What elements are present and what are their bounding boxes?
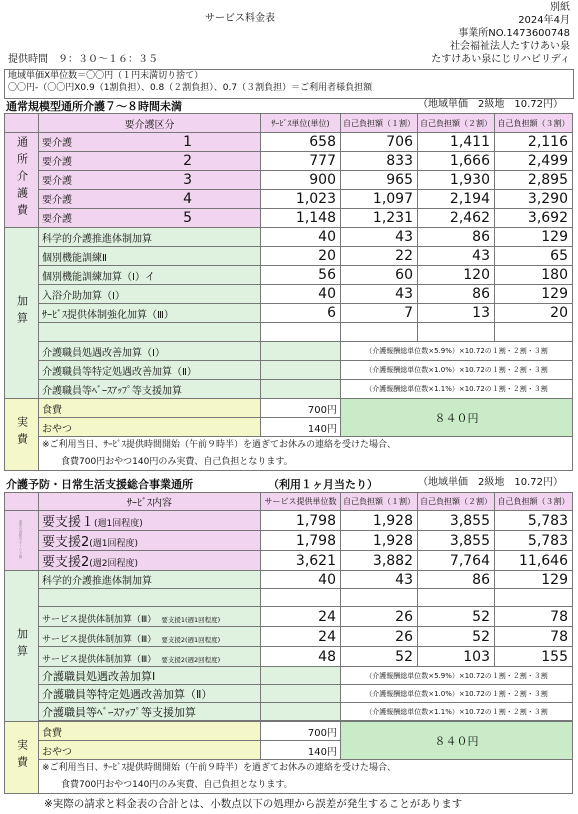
office-name: たすけあい泉にじリハビリディ	[431, 54, 570, 65]
section2-region-rate: （地域単価 2級地 10.72円）	[418, 477, 563, 488]
cell-copay-1: 3,882	[341, 551, 418, 571]
cell-copay-2: 52	[418, 607, 495, 627]
empty-cell	[261, 589, 341, 607]
cell-copay-1: 965	[341, 171, 418, 190]
cell-copay-3: 5,783	[495, 531, 573, 551]
cell-units: 3,621	[261, 551, 341, 571]
row-label: 要介護 5	[39, 209, 261, 228]
table-row	[5, 190, 573, 209]
cell-copay-1: 43	[341, 571, 418, 589]
cell-copay-1: 706	[341, 133, 418, 152]
row-label: 介護職員等特定処遇改善加算（Ⅱ）	[39, 685, 261, 703]
cell-copay-1: 26	[341, 607, 418, 627]
row-label: 個別機能訓練Ⅱ	[39, 247, 261, 266]
service-hours: 提供時間 ９：３０～１６：３５	[8, 54, 158, 65]
row-label: 介護職員等ﾍﾞｰｽｱｯﾌﾟ等支援加算	[39, 380, 261, 399]
cell-copay-1: 22	[341, 247, 418, 266]
cell-copay-2: 1,411	[418, 133, 495, 152]
col-service-content: ｻｰﾋﾞｽ内容	[39, 493, 261, 511]
row-label: 要介護 2	[39, 152, 261, 171]
snack-price: 140円	[261, 418, 341, 437]
cell-copay-2: 1,930	[418, 171, 495, 190]
row-label: 介護職員等ﾍﾞｰｽｱｯﾌﾟ等支援加算	[39, 703, 261, 721]
table-row	[5, 152, 573, 171]
empty-cell	[341, 323, 418, 342]
side-label-actual: 実費	[5, 399, 39, 471]
cell-copay-1: 1,231	[341, 209, 418, 228]
table-row	[5, 607, 573, 627]
cell-units: 900	[261, 171, 341, 190]
row-label: 入浴介助加算（Ⅰ）	[39, 285, 261, 304]
table-row	[5, 667, 573, 685]
col-copay-2: 自己負担額（２割）	[418, 493, 495, 511]
section2-period: （利用１ヶ月当たり）	[268, 478, 378, 491]
cell-copay-1: 1,928	[341, 531, 418, 551]
cell-units: 48	[261, 647, 341, 667]
cell-copay-2: 1,666	[418, 152, 495, 171]
table-row	[5, 722, 573, 741]
empty-cell	[261, 703, 341, 721]
cell-copay-3: 3,290	[495, 190, 573, 209]
cell-copay-2: 120	[418, 266, 495, 285]
cell-units: 658	[261, 133, 341, 152]
cell-copay-3: 3,692	[495, 209, 573, 228]
row-label: 要介護 4	[39, 190, 261, 209]
date: 2024年4月	[518, 15, 570, 26]
col-copay-1: 自己負担額（１割）	[341, 114, 418, 133]
section1-table	[4, 113, 573, 471]
cell-copay-1: 43	[341, 228, 418, 247]
table-row	[5, 703, 573, 721]
cell-units: 40	[261, 228, 341, 247]
empty-cell	[261, 342, 341, 361]
table-row	[5, 285, 573, 304]
meal-price: 700円	[261, 399, 341, 418]
calc-note: （介護報酬総単位数×1.1%）×10.72の１割・２割・３割	[341, 380, 573, 399]
page-title: サービス料金表	[205, 13, 275, 24]
footer-note: ※実際の請求と料金表の合計とは、小数点以下の処理から誤差が発生することがあります	[44, 798, 463, 810]
col-copay-1: 自己負担額（１割）	[341, 493, 418, 511]
cell-copay-2: 3,855	[418, 511, 495, 531]
cell-copay-2: 7,764	[418, 551, 495, 571]
section1-region-rate: （地域単価 2級地 10.72円）	[418, 99, 563, 110]
cell-units: 1,148	[261, 209, 341, 228]
empty-cell	[261, 361, 341, 380]
snack-label: おやつ	[39, 418, 261, 437]
row-label: サービス提供体制加算（Ⅲ） 要支援2(週2回程度)	[39, 647, 261, 667]
row-label: 要介護 3	[39, 171, 261, 190]
cancel-note-2: 食費700円おやつ140円のみ実費、自己負担となります。	[39, 777, 573, 794]
meal-label: 食費	[39, 399, 261, 418]
cell-copay-3: 11,646	[495, 551, 573, 571]
col-copay-3: 自己負担額（３割）	[495, 114, 573, 133]
cell-copay-1: 1,928	[341, 511, 418, 531]
cell-copay-3: 129	[495, 228, 573, 247]
header-corner	[5, 493, 39, 511]
cell-copay-1: 52	[341, 647, 418, 667]
formula-line-2: 〇〇円-（〇〇円X0.9（1割負担）、0.8（２割負担）、0.7（３割負担）＝ご利用者様負担額	[8, 83, 373, 94]
empty-cell	[261, 380, 341, 399]
row-label: 科学的介護推進体制加算	[39, 571, 261, 589]
snack-price: 140円	[261, 741, 341, 760]
table-row	[5, 551, 573, 571]
empty-row	[5, 589, 573, 607]
row-label: 介護職員処遇改善加算Ⅰ	[39, 667, 261, 685]
table-row	[5, 171, 573, 190]
empty-cell	[39, 323, 261, 342]
row-label: サービス提供体制加算（Ⅲ） 要支援2(週1回程度)	[39, 627, 261, 647]
table-row	[5, 531, 573, 551]
calc-note: （介護報酬総単位数×1.0%）×10.72の１割・２割・３割	[341, 685, 573, 703]
section2-table	[4, 492, 573, 794]
col-care-level: 要介護区分	[39, 114, 261, 133]
calc-note: （介護報酬総単位数×1.0%）×10.72の１割・２割・３割	[341, 361, 573, 380]
empty-cell	[418, 323, 495, 342]
row-label: 科学的介護推進体制加算	[39, 228, 261, 247]
col-service-units: サービス提供単位数	[261, 493, 341, 511]
cell-copay-3: 180	[495, 266, 573, 285]
corp-name: 社会福祉法人たすけあい泉	[450, 41, 570, 52]
header-corner	[5, 114, 39, 133]
col-copay-3: 自己負担額（３割）	[495, 493, 573, 511]
cell-copay-3: 78	[495, 607, 573, 627]
cell-copay-3: 2,116	[495, 133, 573, 152]
cell-copay-3: 129	[495, 285, 573, 304]
cell-units: 6	[261, 304, 341, 323]
cell-copay-2: 43	[418, 247, 495, 266]
cell-copay-3: 78	[495, 627, 573, 647]
row-label: 要支援2(週1回程度)	[39, 531, 261, 551]
calc-note: （介護報酬総単位数×5.9%）×10.72の１割・２割・３割	[341, 342, 573, 361]
office-number: 事業所NO.1473600748	[458, 28, 570, 39]
section2-title: 介護予防・日常生活支援総合事業通所	[6, 478, 193, 491]
table-row	[5, 209, 573, 228]
empty-cell	[261, 323, 341, 342]
table-row	[5, 342, 573, 361]
table-row	[5, 266, 573, 285]
cell-copay-1: 1,097	[341, 190, 418, 209]
cell-copay-1: 26	[341, 627, 418, 647]
side-label-support: 通所介護相当サービス費	[5, 511, 39, 571]
actual-total: ８４０円	[341, 399, 573, 437]
cell-copay-3: 65	[495, 247, 573, 266]
col-copay-2: 自己負担額（２割）	[418, 114, 495, 133]
table-row	[5, 571, 573, 589]
col-service-units: ｻｰﾋﾞｽ単位(単位)	[261, 114, 341, 133]
cell-units: 777	[261, 152, 341, 171]
cell-copay-1: 7	[341, 304, 418, 323]
section1-title: 通常規模型通所介護７～８時間未満	[6, 100, 182, 113]
row-label: 要支援１(週1回程度)	[39, 511, 261, 531]
cell-copay-2: 3,855	[418, 531, 495, 551]
cancel-row	[5, 437, 573, 454]
row-label: 個別機能訓練加算（Ⅰ）イ	[39, 266, 261, 285]
empty-cell	[495, 323, 573, 342]
meal-label: 食費	[39, 722, 261, 741]
cell-copay-2: 2,194	[418, 190, 495, 209]
row-label: 介護職員処遇改善加算（Ⅰ）	[39, 342, 261, 361]
cell-units: 1,798	[261, 511, 341, 531]
bessi-label: 別紙	[550, 2, 570, 13]
cell-copay-2: 86	[418, 285, 495, 304]
side-label-actual: 実費	[5, 722, 39, 794]
calc-note: （介護報酬総単位数×1.1%）×10.72の１割・２割・３割	[341, 703, 573, 721]
table-row	[5, 380, 573, 399]
table-row	[5, 685, 573, 703]
cell-copay-2: 13	[418, 304, 495, 323]
cell-copay-1: 833	[341, 152, 418, 171]
side-label-care: 通所介護費	[5, 133, 39, 228]
empty-cell	[261, 667, 341, 685]
table-row	[5, 511, 573, 531]
cell-copay-2: 2,462	[418, 209, 495, 228]
side-label-addon: 加算	[5, 571, 39, 722]
table-header	[5, 493, 573, 511]
cell-units: 1,023	[261, 190, 341, 209]
empty-cell	[495, 589, 573, 607]
empty-row	[5, 323, 573, 342]
side-label-addon: 加算	[5, 228, 39, 399]
table-row	[5, 399, 573, 418]
cell-units: 20	[261, 247, 341, 266]
cell-units: 40	[261, 571, 341, 589]
row-label: 要介護 1	[39, 133, 261, 152]
cell-copay-2: 52	[418, 627, 495, 647]
empty-cell	[418, 589, 495, 607]
price-formula-box	[4, 69, 574, 99]
row-label: 要支援2(週2回程度)	[39, 551, 261, 571]
calc-note: （介護報酬総単位数×5.9%）×10.72の１割・２割・３割	[341, 667, 573, 685]
table-header	[5, 114, 573, 133]
cell-copay-2: 86	[418, 228, 495, 247]
table-row	[5, 304, 573, 323]
cell-units: 24	[261, 627, 341, 647]
table-row	[5, 647, 573, 667]
cell-copay-3: 2,499	[495, 152, 573, 171]
table-row	[5, 228, 573, 247]
cell-units: 40	[261, 285, 341, 304]
empty-cell	[261, 685, 341, 703]
row-label: 介護職員等特定処遇改善加算（Ⅱ）	[39, 361, 261, 380]
cell-copay-3: 20	[495, 304, 573, 323]
table-row	[5, 133, 573, 152]
cell-copay-2: 86	[418, 571, 495, 589]
cancel-row	[5, 454, 573, 471]
row-label: ｻｰﾋﾞｽ提供体制強化加算（Ⅲ）	[39, 304, 261, 323]
cancel-note-1: ※ご利用当日、ｻｰﾋﾞｽ提供時間開始（午前９時半）を過ぎてお休みの連絡を受けた場合、	[39, 437, 573, 454]
cancel-note-1: ※ご利用当日、ｻｰﾋﾞｽ提供時間開始（午前９時半）を過ぎてお休みの連絡を受けた場合、	[39, 760, 573, 777]
cancel-row	[5, 760, 573, 777]
cell-copay-2: 103	[418, 647, 495, 667]
table-row	[5, 627, 573, 647]
table-row	[5, 361, 573, 380]
cell-units: 24	[261, 607, 341, 627]
cell-copay-3: 129	[495, 571, 573, 589]
table-row	[5, 247, 573, 266]
cell-copay-3: 155	[495, 647, 573, 667]
formula-line-1: 地域単価X単位数＝〇〇円（１円未満切り捨て）	[8, 71, 204, 81]
cell-units: 56	[261, 266, 341, 285]
snack-label: おやつ	[39, 741, 261, 760]
empty-cell	[39, 589, 261, 607]
cancel-note-2: 食費700円おやつ140円のみ実費、自己負担となります。	[39, 454, 573, 471]
cell-copay-3: 2,895	[495, 171, 573, 190]
cancel-row	[5, 777, 573, 794]
cell-copay-3: 5,783	[495, 511, 573, 531]
row-label: サービス提供体制加算（Ⅲ） 要支援1(週1回程度)	[39, 607, 261, 627]
cell-copay-1: 60	[341, 266, 418, 285]
cell-units: 1,798	[261, 531, 341, 551]
empty-cell	[341, 589, 418, 607]
actual-total: ８４０円	[341, 722, 573, 760]
meal-price: 700円	[261, 722, 341, 741]
cell-copay-1: 43	[341, 285, 418, 304]
